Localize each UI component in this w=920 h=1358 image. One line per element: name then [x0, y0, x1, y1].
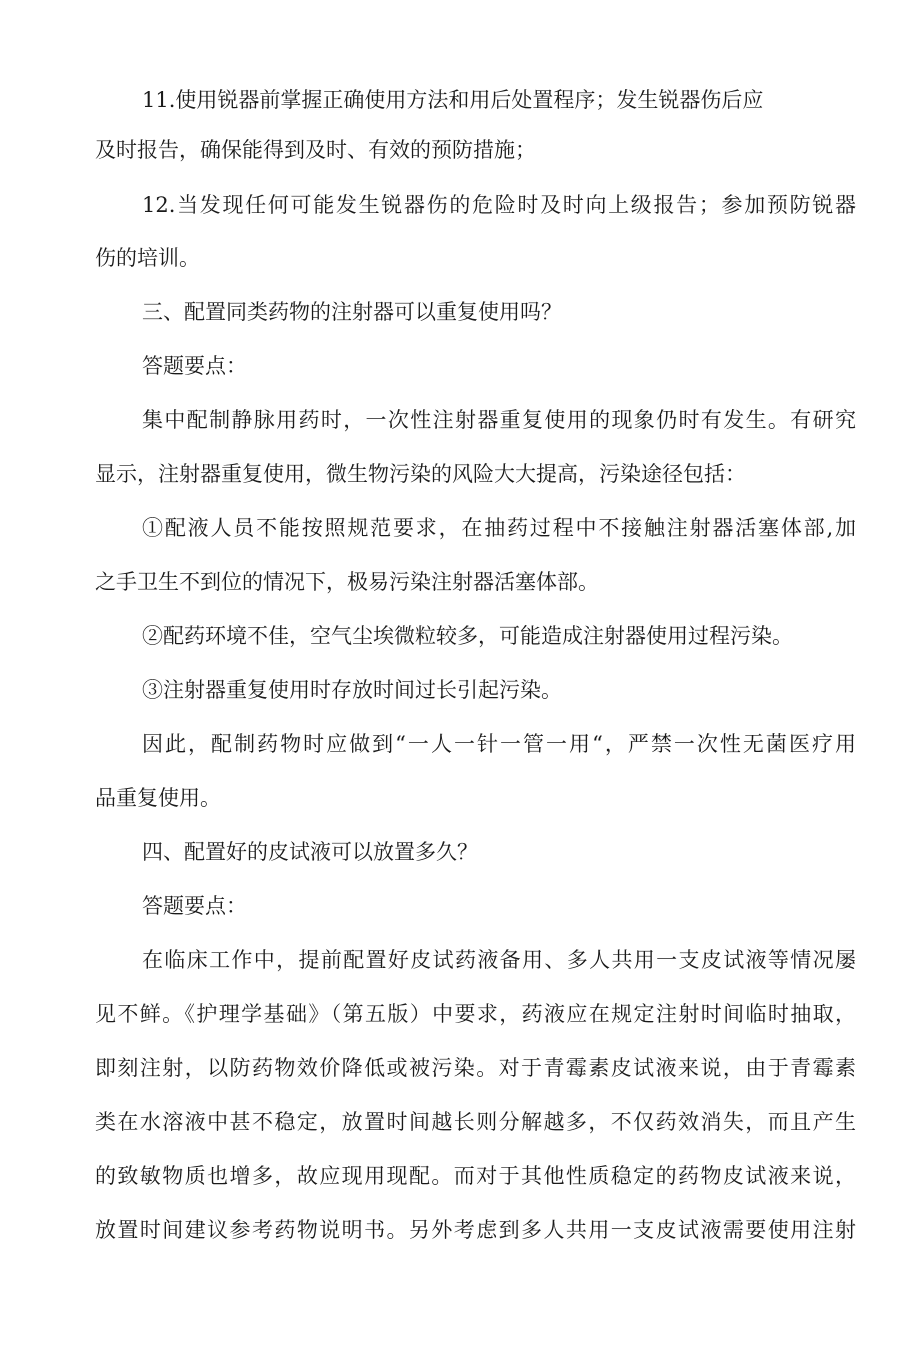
- section-heading: 四、配置好的皮试液可以放置多久？: [142, 840, 478, 864]
- paragraph-line: ①配液人员不能按照规范要求，在抽药过程中不接触注射器活塞体部,加: [142, 516, 856, 540]
- section-heading: 三、配置同类药物的注射器可以重复使用吗？: [142, 300, 562, 324]
- paragraph-line: 品重复使用。: [95, 786, 221, 810]
- answer-label: 答题要点：: [142, 894, 247, 918]
- paragraph-line: 集中配制静脉用药时，一次性注射器重复使用的现象仍时有发生。有研究: [142, 408, 856, 432]
- paragraph-line: ③注射器重复使用时存放时间过长引起污染。: [142, 678, 562, 702]
- paragraph-line: 显示，注射器重复使用，微生物污染的风险大大提高，污染途径包括：: [95, 462, 746, 486]
- paragraph-line: ②配药环境不佳，空气尘埃微粒较多，可能造成注射器使用过程污染。: [142, 624, 793, 648]
- paragraph-line: 之手卫生不到位的情况下，极易污染注射器活塞体部。: [95, 570, 599, 594]
- paragraph-line: 因此，配制药物时应做到“一人一针一管一用“，严禁一次性无菌医疗用: [142, 732, 856, 756]
- paragraph-line: 伤的培训。: [95, 246, 200, 270]
- paragraph-line: 的致敏物质也增多，故应现用现配。而对于其他性质稳定的药物皮试液来说，: [95, 1164, 856, 1188]
- answer-label: 答题要点：: [142, 354, 247, 378]
- paragraph-line: 及时报告，确保能得到及时、有效的预防措施；: [95, 138, 536, 162]
- paragraph-line: 见不鲜。《护理学基础》（第五版）中要求，药液应在规定注射时间临时抽取，: [95, 1002, 856, 1026]
- paragraph-line: 即刻注射，以防药物效价降低或被污染。对于青霉素皮试液来说，由于青霉素: [95, 1056, 856, 1080]
- paragraph-line: 在临床工作中，提前配置好皮试药液备用、多人共用一支皮试液等情况屡: [142, 948, 856, 972]
- paragraph-line: 放置时间建议参考药物说明书。另外考虑到多人共用一支皮试液需要使用注射: [95, 1218, 856, 1242]
- paragraph-line: 11.使用锐器前掌握正确使用方法和用后处置程序；发生锐器伤后应: [142, 88, 764, 112]
- paragraph-line: 12.当发现任何可能发生锐器伤的危险时及时向上级报告；参加预防锐器: [142, 193, 856, 217]
- paragraph-line: 类在水溶液中甚不稳定，放置时间越长则分解越多，不仅药效消失，而且产生: [95, 1110, 856, 1134]
